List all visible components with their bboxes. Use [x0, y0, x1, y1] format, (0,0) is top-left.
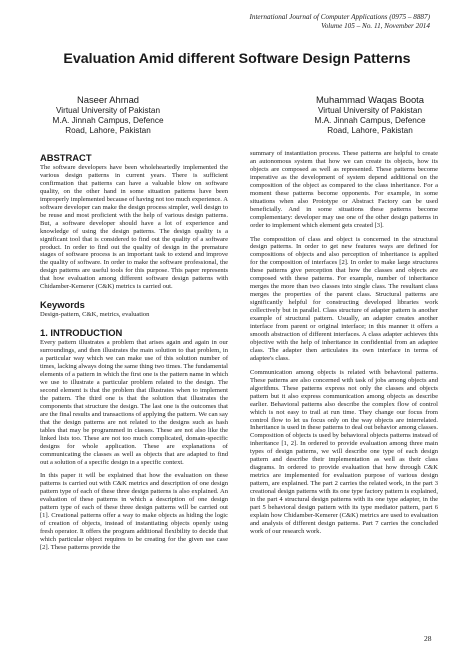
- body-paragraph: Communication among objects is related with behavioral patterns. These patterns are also concerned with task of jobs among objects and algorithms. These patterns express not only the classes and objects pattern but it also express communication among objects as describe earlier. Behavioral patterns also describe the complex flow of control which is not easy to trail at run time. They change our focus from control flow to let us focus only on the way objects are interrelated. Inheritance is used in these patterns to deal out behavior among classes. Composition of objects is used by behavioral objects patterns instead of inheritance [1, 2]. In ordered to provide evaluation among three main types of design patterns, we will describe one type of each design pattern and describe their implementation as well as their class diagrams. In ordered to provide evaluation that how through C&K metrics are implemented for evaluation purpose of various design pattern, are explained. The part 2 carries the related work, in the part 3 creational design patterns with its one type factory pattern is explained, in the part 4 structural design patterns with its one type adapter, in the part 5 behavioral design pattern with its type mediator pattern, part 6 explain how Chidamber-Kemerer (C&K) metrics are used to evaluation and analysis of different design patterns. Part 7 carries the concluded work of our research work.: [250, 368, 439, 535]
- author-name: Muhammad Waqas Boota: [315, 94, 425, 105]
- keywords-text: Design-pattern, C&K, metrics, evaluation: [40, 311, 150, 319]
- author-address: Road, Lahore, Pakistan: [65, 126, 151, 136]
- keywords-heading: Keywords: [40, 299, 85, 311]
- intro-paragraph: In this paper it will be explained that how the evaluation on these patterns is carried out with C&K metrics and description of one design pattern type of each of these three design patterns is also explained. An evaluation of these patterns in which a description of one design pattern type of each of these three design patterns will be carried out [1]. Creational patterns offer a way to make objects as hiding the logic of creation of objects, instead of instantiating objects openly using fresh operator. It offers the program additional flexibility to decide that which particular object requires to be creating for the given use case [2]. These patterns provide the: [40, 472, 228, 552]
- right-column: [250, 150, 438, 542]
- journal-header: [110, 13, 430, 31]
- author-block-2: [300, 94, 440, 137]
- introduction-heading: 1. INTRODUCTION: [40, 327, 123, 339]
- journal-name: International Journal of Computer Applications (0975 – 8887): [249, 13, 430, 21]
- body-paragraph: summary of instantiation process. These patterns are helpful to create an autonomous system that how we can create its objects, how its objects are composed as well as represented. These patterns become imperative as the development of system depend additional on the composition of the object as compared to the class inheritance. For a moment these patterns become opponents. For example, in some situations when also Prototype or Abstract Factory can be used beneficially. And in some situations these patterns become complementary: developer may use one of the other design patterns in order to implement which element gets created [3].: [250, 150, 438, 229]
- abstract-heading: ABSTRACT: [40, 152, 92, 163]
- paper-title: Evaluation Amid different Software Design Patterns: [63, 51, 411, 67]
- body-paragraph: The composition of class and object is concerned in the structural design patterns. In order to get new features ways are defined for compositions of objects and also perception of inheritance is applied for the composition of interfaces [2]. In order to make large structures these patterns give perception that how the classes and objects are composed with these patterns. For example, number of inheritance merges the more than two classes into single class. The resultant class merges the properties of the parent class. Structural patterns are significantly helpful for constructing developed libraries work collectively but in parallel. Class structure of adapter pattern is another example of structural pattern. Usually, an adapter creates another interface from parent or original interface; in this manner it offers a smooth abstraction of different interfaces. A class adapter achieves this objective with the help of inheritance in confidential from an adaptee class. The adapter then articulates its own interface in terms of adaptee's class.: [250, 235, 438, 362]
- abstract-text: The software developers have been wholeheartedly implemented the various design patterns in current years. There is sufficient confirmation that patterns can have a valuable blow on software quality, on the other hand in some situation patterns have been improperly implemented because of having not too much experience. A software developer can make the design process simpler, well design to be reuse and most proficient with the help of various design patterns. But, a software developer should have a lot of experience and knowledge of using the design patterns. The design quality is a significant tool that is considered to find out the quality of a software product. In order to find out the quality of design in the premature stages of software process is an important task to extend and improve the quality of software. In order to make the software professional, the design patterns are useful tools for this purpose. This paper represents that how evaluation among different software design patterns with Chidamber-Kemerer (C&K) metrics is carried out.: [40, 164, 228, 291]
- author-affiliation: Virtual University of Pakistan: [55, 105, 161, 115]
- journal-volume: Volume 105 – No. 11, November 2014: [321, 22, 430, 30]
- author-block-1: [38, 94, 178, 137]
- author-campus: M.A. Jinnah Campus, Defence: [314, 115, 426, 125]
- author-campus: M.A. Jinnah Campus, Defence: [52, 115, 164, 125]
- author-address: Road, Lahore, Pakistan: [327, 126, 413, 136]
- left-column: [40, 150, 228, 558]
- author-name: Naseer Ahmad: [76, 94, 139, 105]
- intro-paragraph: Every pattern illustrates a problem that arises again and again in our surroundings, and then illustrates the main solution to that problem, in a particular way which we can make use of this solution number of times, lacking always doing the same thing two times. The fundamental elements of a pattern in which the first one is the pattern name in which we use to illustrate a particular problem related to the design. The second element is that the problem that illustrates when to implement the pattern. The third one is that the solution that illustrates the components that structure the design. The last one is the outcomes that are the final results and transactions of applying the pattern. We can say that the design patterns are not related to the designs such as hash tables that may be programmed in classes. These are not also like the linked lists too. These are not too much complicated, domain-specific designs for whole application. These are explanations of communicating the classes as well as objects that are adapted to find out a solution of a specific design in a specific context.: [40, 339, 228, 466]
- author-affiliation: Virtual University of Pakistan: [317, 105, 423, 115]
- page-number: 28: [424, 634, 432, 643]
